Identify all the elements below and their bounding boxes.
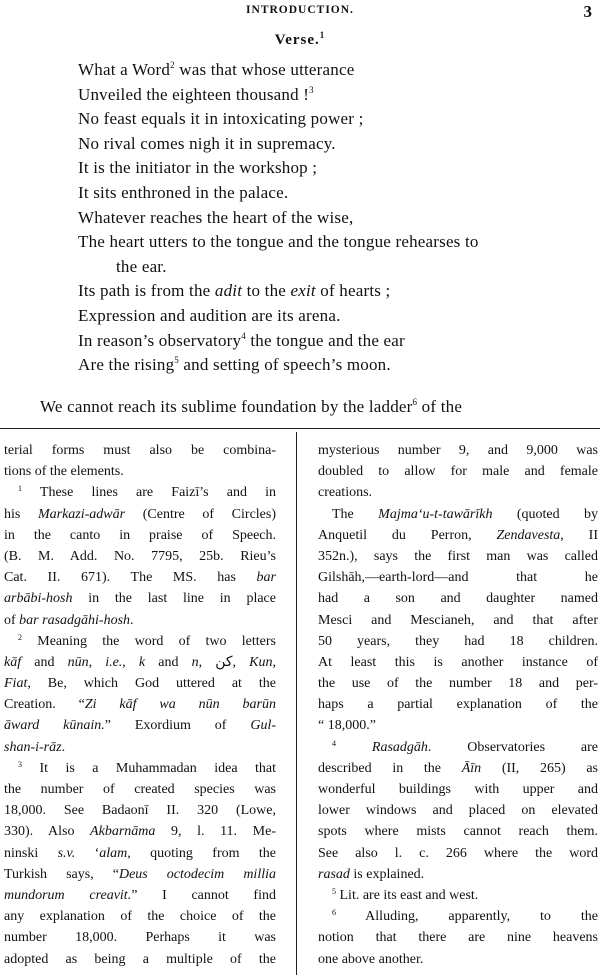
note-line [4, 694, 276, 715]
text: was that whose utterance [174, 60, 355, 79]
text: s.v. [57, 845, 76, 861]
text: to the [242, 281, 291, 301]
note-line: any explanation of the choice of the [4, 909, 276, 925]
text: the tongue and the ear [245, 330, 405, 350]
text: alam [99, 845, 128, 861]
footnote-ref: 3 [309, 84, 314, 95]
text: What a Word [78, 60, 171, 79]
note-line: See also l. c. 266 where the word [318, 845, 598, 861]
poem-line: Whatever reaches the heart of the wise, [78, 207, 354, 227]
running-title: INTRODUCTION. [246, 4, 354, 16]
text: Akbarnāma [90, 824, 156, 840]
footnote-number: 3 [18, 759, 22, 769]
text: n [191, 654, 199, 670]
note-line: lower windows and placed on elevated [318, 803, 598, 819]
poem-line: No feast equals it in intoxicating power ; [78, 109, 364, 129]
text: arbābi-hosh [4, 591, 73, 607]
column-divider [296, 432, 297, 975]
text: Majma‘u-t-tawārīkh [378, 506, 493, 522]
text: his [4, 506, 38, 522]
text: Gul- [250, 718, 276, 734]
text: . [61, 739, 66, 755]
note-line [4, 631, 276, 652]
text: , II [560, 527, 598, 543]
note-line [4, 567, 276, 588]
text: Meaning the word of two letters [22, 633, 276, 649]
poem-line [78, 329, 598, 354]
poem-line: It sits enthroned in the palace. [78, 182, 289, 202]
note-line [4, 715, 276, 736]
text: , [272, 654, 277, 670]
text: nūn [67, 654, 89, 670]
text: 330). Also [4, 824, 91, 840]
text: rasad [318, 866, 350, 882]
footnote-ref: 2 [170, 60, 175, 70]
note-line: 50 years, they had 18 children. [318, 633, 598, 649]
text: These lines are Faizī’s and in [22, 485, 276, 501]
text: Zendavesta [496, 527, 561, 543]
footnote-number: 1 [18, 484, 22, 494]
text: of the [417, 397, 463, 416]
note-line: haps a partial explanation of the [318, 697, 598, 713]
text: The [332, 506, 379, 522]
text: , quoting from the [127, 845, 276, 861]
text: in the last line in place [72, 591, 276, 607]
note-line: tions of the elements. [4, 464, 124, 480]
note-line [4, 588, 276, 609]
text: Rasadgāh [371, 739, 428, 755]
note-line [318, 525, 598, 546]
note-line: creations. [318, 485, 373, 501]
page-header [0, 4, 600, 22]
text: mundorum creavit. [4, 887, 132, 903]
note-line [318, 906, 598, 927]
note-line [4, 652, 276, 673]
text: . [130, 612, 134, 628]
note-line: notion that there are nine heavens [318, 930, 598, 946]
text: k [138, 654, 146, 670]
text: kāf [4, 654, 22, 670]
note-line: the number of created species was [4, 782, 276, 797]
note-line: the use of the number 18 and per- [318, 676, 598, 692]
text: , [232, 654, 250, 670]
poem-line: the ear. [116, 256, 167, 276]
note-line: Gilshāh,—earth-lord—and that he [318, 570, 598, 586]
text: āward kūnain. [4, 718, 105, 734]
note-line: mysterious number 9, and 9,000 was [318, 443, 598, 458]
footnote-number: 6 [332, 908, 336, 918]
note-line: number 18,000. Perhaps it was [4, 930, 276, 946]
note-line: doubled to allow for male and female [318, 464, 598, 480]
text: bar [256, 570, 276, 586]
verse-heading [0, 30, 600, 49]
text: , Be, which God uttered at the [27, 676, 276, 692]
footnote-divider [0, 428, 600, 429]
note-line [318, 737, 598, 758]
text: We cannot reach its sublime foundation by the ladder [40, 397, 413, 416]
text: . Observatories are [427, 739, 599, 755]
text: of hearts ; [315, 281, 391, 301]
body-text [40, 397, 598, 417]
note-line: “ 18,000.” [318, 718, 376, 734]
text: described in the [318, 760, 462, 776]
text: ” I cannot find [131, 887, 276, 903]
poem-line: It is the initiator in the workshop ; [78, 158, 318, 178]
text: Cat. II. 671). The MS. has [4, 570, 257, 586]
note-line: Mesci and Mescianeh, and that after [318, 612, 598, 628]
text: 9, l. 11. Me- [155, 824, 276, 840]
text: Lit. are its east and west. [336, 887, 479, 903]
text: Alluding, apparently, to the [336, 909, 598, 925]
note-line [4, 737, 276, 758]
text: , [198, 654, 216, 670]
note-line [4, 482, 276, 503]
poem-line [78, 279, 598, 304]
note-line: 18,000. See Badaonī II. 320 (Lowe, [4, 803, 276, 819]
text: is explained. [349, 866, 425, 882]
note-line [318, 885, 598, 906]
text: and [145, 654, 192, 670]
note-line [4, 673, 276, 694]
text: Markazi-adwār [37, 506, 126, 522]
footnote-ref: 1 [319, 30, 326, 40]
note-line: wonderful buildings with upper and [318, 782, 598, 797]
note-line: had a son and daughter named [318, 591, 598, 607]
note-line [4, 758, 276, 779]
text: Turkish says, “ [4, 866, 119, 882]
note-line [4, 821, 276, 842]
text: ” Exordium of [104, 718, 251, 734]
poem-line: Expression and audition are its arena. [78, 305, 341, 325]
footnote-number: 4 [332, 738, 336, 748]
note-line [4, 504, 276, 525]
text: i.e. [105, 654, 123, 670]
footnotes-left-column [4, 440, 276, 970]
note-line [318, 864, 598, 885]
poem-line [78, 58, 598, 83]
text: (Centre of Circles) [125, 506, 276, 522]
note-line: spots where mists cannot reach them. [318, 824, 598, 840]
page-number: 3 [583, 2, 592, 21]
text: of [4, 612, 20, 628]
footnotes-right-column [318, 440, 598, 970]
text: Anquetil du Perron, [318, 527, 497, 543]
text: and [21, 654, 68, 670]
text: It is a Muhammadan idea that [22, 760, 276, 776]
text: ninski [4, 845, 58, 861]
arabic-word: کن [215, 654, 233, 670]
text: Deus octodecim millia [118, 866, 276, 882]
note-line [318, 504, 598, 525]
text: exit [290, 281, 316, 301]
note-line [318, 758, 598, 779]
text: adit [214, 281, 243, 301]
poem [78, 58, 598, 378]
text: (quoted by [492, 506, 599, 522]
note-line [4, 610, 276, 631]
footnote-ref: 6 [412, 397, 418, 407]
poem-line [78, 353, 598, 378]
text: Its path is from the [78, 281, 215, 301]
text: and setting of speech’s moon. [178, 355, 391, 375]
note-line: one above another. [318, 951, 424, 967]
text: Unveiled the eighteen thousand ! [78, 84, 310, 104]
footnote-number: 5 [332, 886, 336, 896]
text: Creation. “ [4, 697, 85, 713]
text: Are the rising [78, 355, 175, 375]
note-line: in the canto in praise of Speech. [4, 527, 276, 543]
text: Kun [249, 654, 273, 670]
note-line: At least this is another instance of [318, 654, 598, 670]
text: Āīn [461, 760, 482, 776]
note-line: 352n.), says the first man was called [318, 548, 598, 564]
text: Fiat [4, 676, 28, 692]
text: , [88, 654, 106, 670]
note-line [4, 885, 276, 906]
note-line: (B. M. Add. No. 7795, 25b. Rieu’s [4, 548, 276, 564]
text: shan-i-rāz [4, 739, 62, 755]
text: ‘ [75, 845, 100, 861]
note-line [4, 864, 276, 885]
text: bar rasadgāhi-hosh [19, 612, 131, 628]
note-line [4, 843, 276, 864]
text: (II, 265) as [481, 760, 598, 776]
note-line: terial forms must also be combina- [4, 443, 276, 458]
note-line: adopted as being a multiple of the [4, 951, 276, 967]
footnote-ref: 4 [241, 330, 246, 341]
verse-heading-text: Verse. [274, 32, 320, 48]
footnote-number: 2 [18, 632, 22, 642]
text: In reason’s observatory [78, 330, 242, 350]
text: Zi kāf wa nūn barūn [84, 697, 276, 713]
text: , [122, 654, 139, 670]
poem-line [78, 83, 598, 108]
footnote-ref: 5 [174, 355, 179, 366]
poem-line: The heart utters to the tongue and the tongue rehearses to [78, 232, 479, 252]
poem-line: No rival comes nigh it in supremacy. [78, 133, 336, 153]
